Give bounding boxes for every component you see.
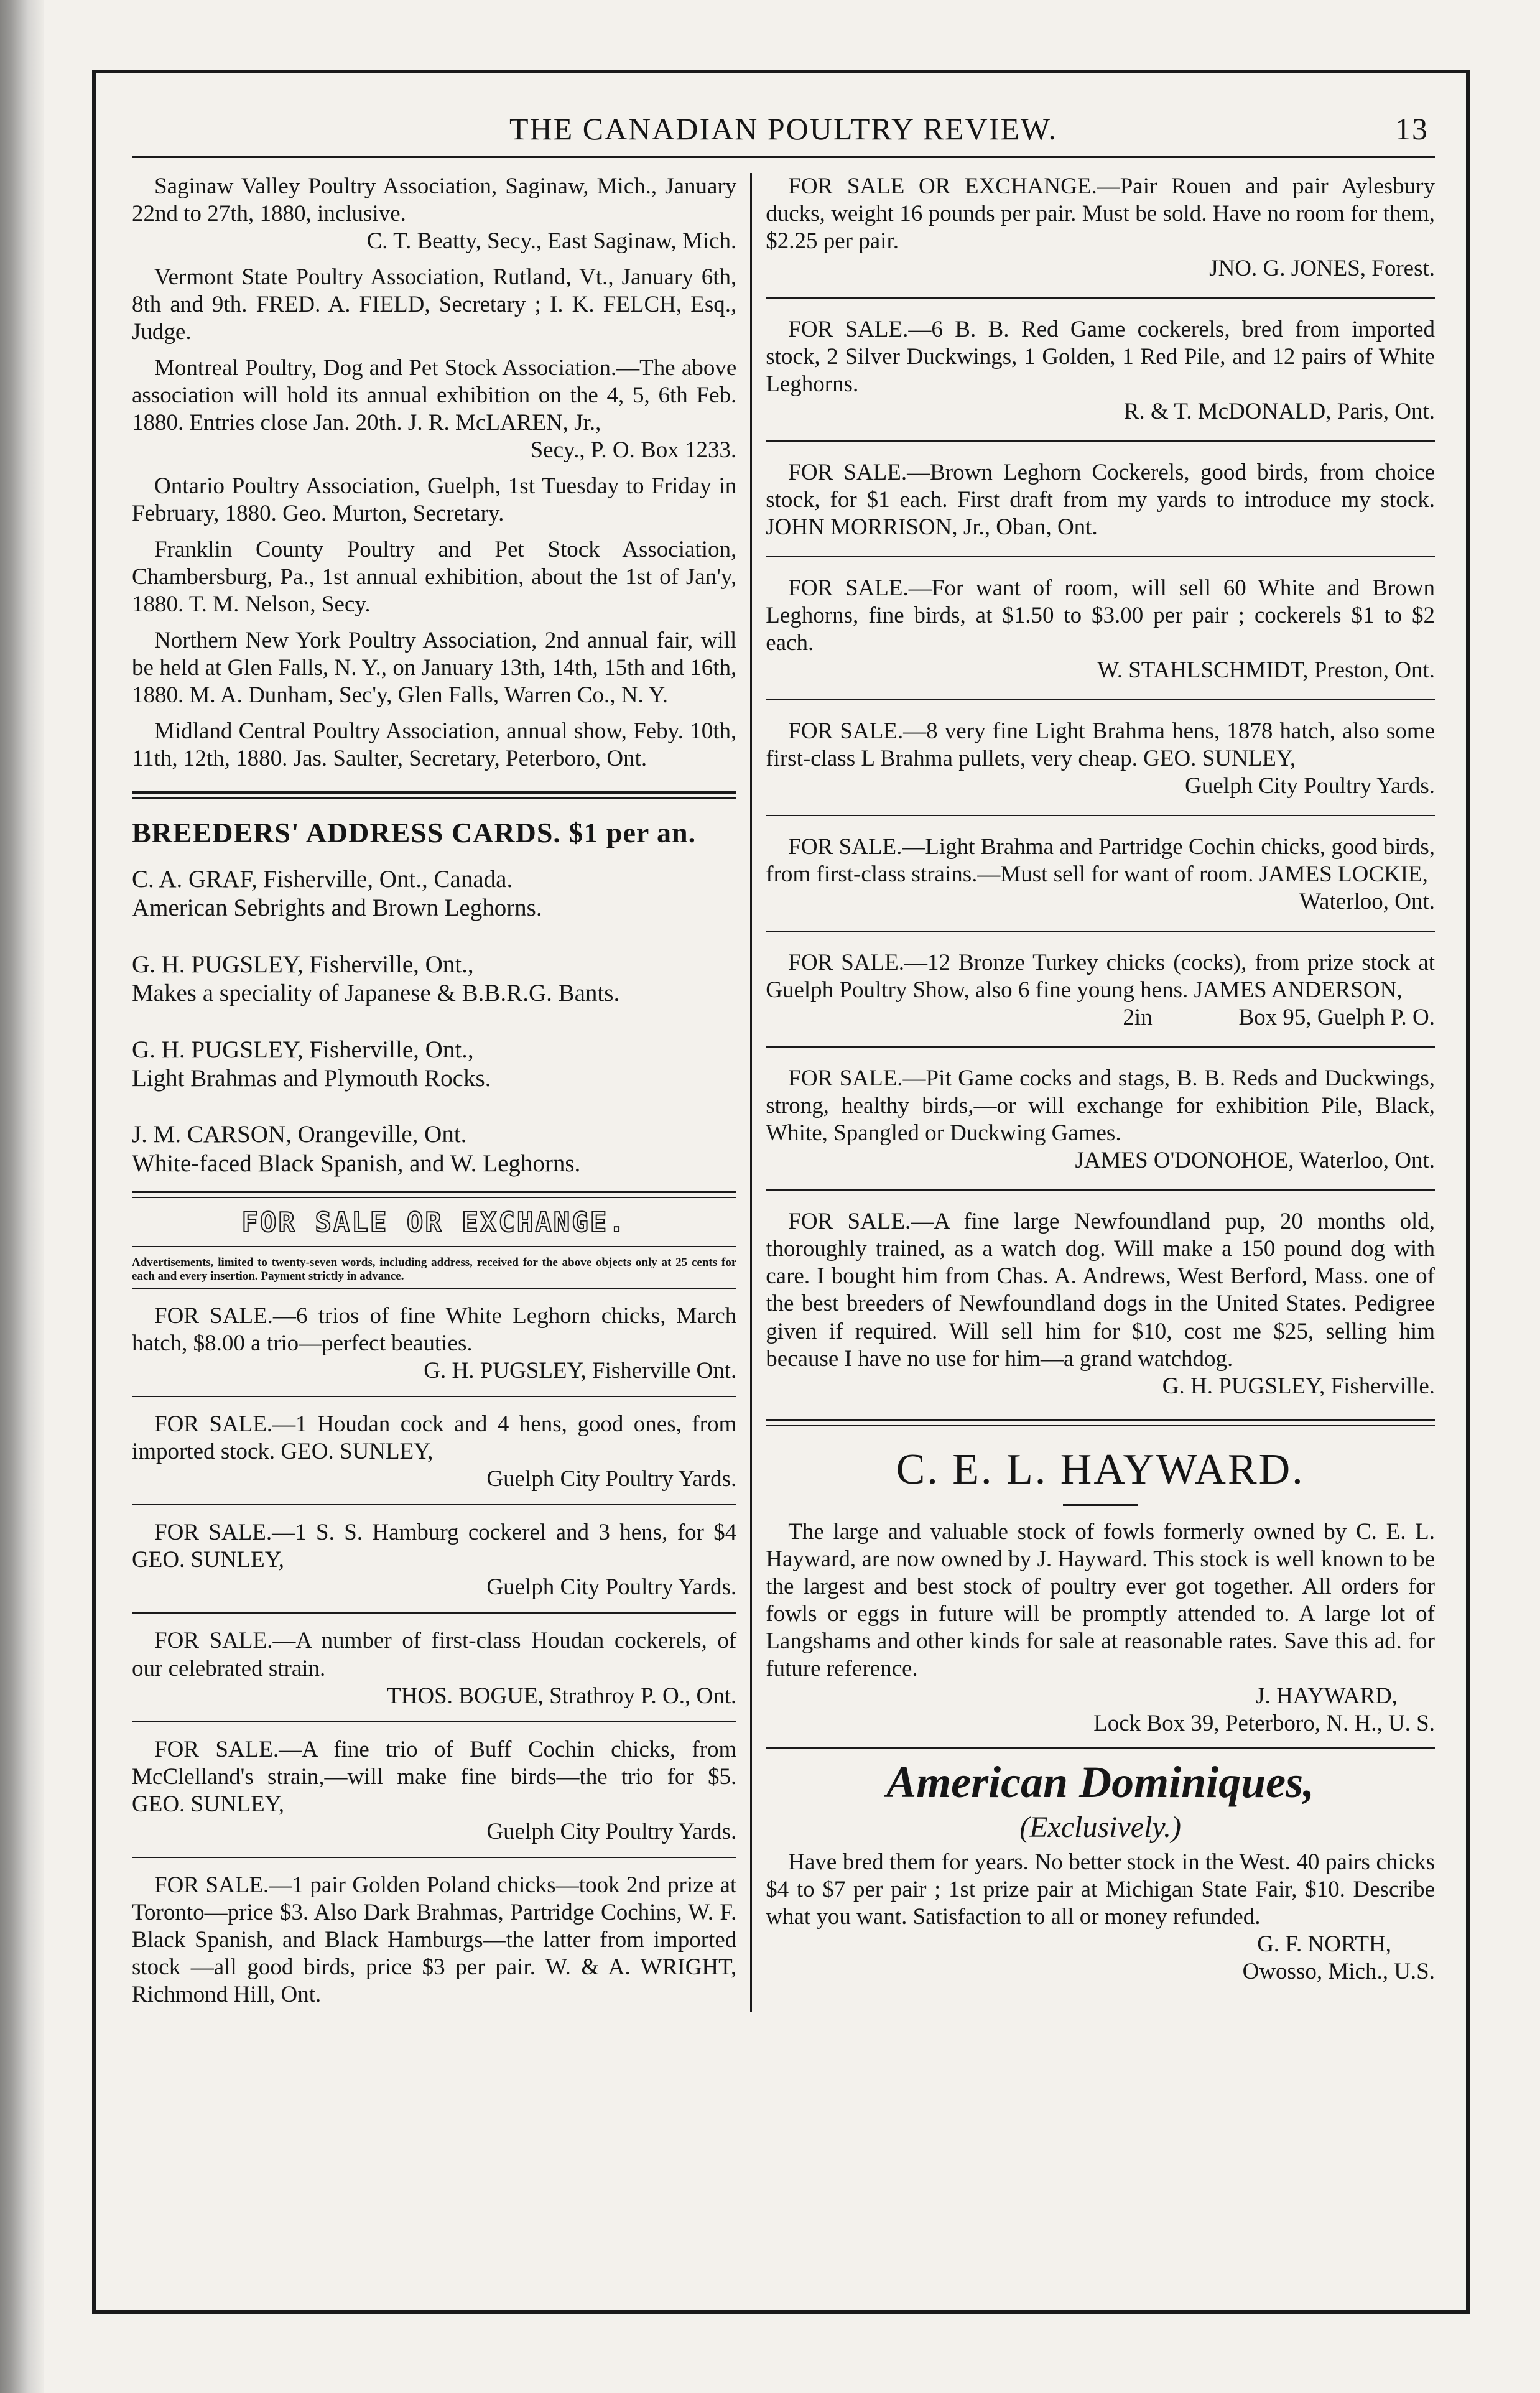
- ad-text: FOR SALE.—Pit Game cocks and stags, B. B. Reds and Duckwings, strong, healthy birds,—or will exchange for exhibition Pile, Black, White, Spangled or Duckwing Games.: [766, 1066, 1435, 1146]
- ad-text: FOR SALE OR EXCHANGE.—Pair Rouen and pair Aylesbury ducks, weight 16 pounds per pair. Must be sold. Have no room for them, $2.25 per pair.: [766, 174, 1435, 254]
- left-column: [132, 173, 752, 2012]
- ad-divider: [766, 556, 1435, 557]
- card-desc: Makes a speciality of Japanese & B.B.R.G. Bants.: [132, 980, 620, 1007]
- card-name: G. H. PUGSLEY, Fisherville, Ont.,: [132, 1036, 474, 1063]
- notice-franklin: Franklin County Poultry and Pet Stock Association, Chambersburg, Pa., 1st annual exhibition, about the 1st of Jan'y, 1880. T. M. Nelson, Secy.: [132, 537, 737, 618]
- ad-left-2: [132, 1411, 736, 1493]
- dominiques-text: Have bred them for years. No better stock in the West. 40 pairs chicks $4 to $7 per pair ; 1st prize pair at Michigan State Fair, $10. Describe what you want. Satisfaction to all or money refunded.: [766, 1849, 1435, 1930]
- page-binding-edge: [0, 0, 44, 2393]
- ad-right-1: [766, 173, 1435, 282]
- running-title: THE CANADIAN POULTRY REVIEW.: [509, 111, 1057, 146]
- ad-text: FOR SALE.—12 Bronze Turkey chicks (cocks), from prize stock at Guelph Poultry Show, also 6 fine young hens. JAMES ANDERSON,: [766, 950, 1435, 1003]
- section-rule: [132, 791, 736, 799]
- columns: [132, 173, 1435, 2012]
- dominiques-title: American Dominiques,: [886, 1757, 1315, 1807]
- ad-left-4: [132, 1627, 736, 1709]
- ad-divider: [766, 1046, 1435, 1048]
- dominiques-subtitle: (Exclusively.): [1019, 1810, 1182, 1844]
- ad-divider: [766, 1747, 1435, 1749]
- card-carson: [132, 1120, 736, 1178]
- ad-divider: [766, 699, 1435, 700]
- breeders-cards-heading: BREEDERS' ADDRESS CARDS. $1 per an.: [132, 817, 697, 849]
- ad-signature: JAMES O'DONOHOE, Waterloo, Ont.: [1075, 1148, 1435, 1174]
- exchange-terms-note: Advertisements, limited to twenty-seven words, including address, received for the above objects only at 25 cents for each and every insertion. Payment strictly in advance.: [132, 1255, 737, 1283]
- card-desc: American Sebrights and Brown Leghorns.: [132, 894, 542, 922]
- section-rule: [132, 1288, 736, 1289]
- ad-right-4: [766, 575, 1435, 684]
- page-frame: [92, 70, 1470, 2314]
- ad-signature: 2in Box 95, Guelph P. O.: [1123, 1005, 1435, 1031]
- ad-left-1: [132, 1303, 736, 1385]
- ad-text: FOR SALE.—Light Brahma and Partridge Cochin chicks, good birds, from first-class strains.—Must sell for want of room. JAMES LOCKIE,: [766, 834, 1435, 888]
- ad-signature: R. & T. McDONALD, Paris, Ont.: [1123, 399, 1435, 425]
- dominiques-advert: [766, 1756, 1435, 1986]
- header-rule: [132, 156, 1435, 158]
- notice-montreal: Montreal Poultry, Dog and Pet Stock Association.—The above association will hold its annual exhibition on the 4, 5, 6th Feb. 1880. Entries close Jan. 20th. J. R. McLAREN, Jr., Secy., P. O. Box 1233.: [132, 355, 737, 463]
- ad-right-9: [766, 1208, 1435, 1400]
- ad-signature: G. H. PUGSLEY, Fisherville.: [1162, 1373, 1435, 1399]
- right-column: [752, 173, 1435, 2012]
- card-desc: Light Brahmas and Plymouth Rocks.: [132, 1065, 491, 1092]
- ad-text: FOR SALE.—8 very fine Light Brahma hens, 1878 hatch, also some first-class L Brahma pullets, very cheap. GEO. SUNLEY,: [766, 718, 1435, 772]
- ad-text: FOR SALE.—1 S. S. Hamburg cockerel and 3 hens, for $4 GEO. SUNLEY,: [132, 1520, 737, 1573]
- page-number: 13: [1395, 111, 1429, 146]
- ad-right-5: [766, 718, 1435, 800]
- ad-text: FOR SALE.—For want of room, will sell 60 White and Brown Leghorns, fine birds, at $1.50 to $3.00 per pair ; cockerels $1 to $2 each.: [766, 575, 1435, 656]
- ad-signature: W. STAHLSCHMIDT, Preston, Ont.: [1097, 657, 1435, 684]
- ad-signature: JNO. G. JONES, Forest.: [1209, 256, 1435, 282]
- ad-divider: [132, 1857, 736, 1858]
- notice-vermont: Vermont State Poultry Association, Rutland, Vt., January 6th, 8th and 9th. FRED. A. FIELD, Secretary ; I. K. FELCH, Esq., Judge.: [132, 264, 737, 345]
- exchange-heading: FOR SALE OR EXCHANGE.: [241, 1207, 627, 1239]
- notice-northern-new-york: Northern New York Poultry Association, 2nd annual fair, will be held at Glen Falls, N. Y., on January 13th, 14th, 15th and 16th, 1880. M. A. Dunham, Sec'y, Glen Falls, Warren Co., N. Y.: [132, 628, 737, 709]
- ad-signature: Guelph City Poultry Yards.: [486, 1818, 737, 1844]
- ad-text: FOR SALE.—A fine large Newfoundland pup, 20 months old, thoroughly trained, as a watch dog. Will make a 150 pound dog with care. I bought him from Chas. A. Andrews, West Berford, Mass. one of the best breeders of Newfoundland dogs in the United States. Pedigree given if required. Will sell him for $10, cost me $25, selling him because I have no use for him—a grand watchdog.: [766, 1209, 1435, 1372]
- card-name: C. A. GRAF, Fisherville, Ont., Canada.: [132, 866, 513, 893]
- association-notices: [132, 173, 736, 773]
- ad-right-7: [766, 949, 1435, 1031]
- hayward-sig-address: Lock Box 39, Peterboro, N. H., U. S.: [1093, 1710, 1435, 1736]
- ad-right-2: [766, 316, 1435, 425]
- ad-divider: [766, 440, 1435, 442]
- ad-divider: [132, 1721, 736, 1722]
- ad-text: FOR SALE.—6 trios of fine White Leghorn chicks, March hatch, $8.00 a trio—perfect beauties.: [132, 1303, 737, 1357]
- ad-text: FOR SALE.—6 B. B. Red Game cockerels, bred from imported stock, 2 Silver Duckwings, 1 Golden, 1 Red Pile, and 12 pairs of White Leghorns.: [766, 317, 1435, 397]
- ad-divider: [132, 1504, 736, 1505]
- title-underline: [1063, 1504, 1138, 1506]
- ad-text: FOR SALE.—A number of first-class Houdan cockerels, of our celebrated strain.: [132, 1628, 737, 1681]
- notice-saginaw: Saginaw Valley Poultry Association, Saginaw, Mich., January 22nd to 27th, 1880, inclusive. C. T. Beatty, Secy., East Saginaw, Mich.: [132, 174, 737, 254]
- ad-left-6: [132, 1872, 736, 2009]
- hayward-text: The large and valuable stock of fowls formerly owned by C. E. L. Hayward, are now owned by J. Hayward. This stock is well known to be the largest and best stock of poultry ever got together. All orders for fowls or eggs in future will be promptly attended to. A large lot of Langshams and other kinds for sale at reasonable rates. Save this ad. for future reference.: [766, 1518, 1435, 1681]
- ad-right-6: [766, 834, 1435, 916]
- ad-signature: Waterloo, Ont.: [1299, 889, 1435, 915]
- card-pugsley-bantams: [132, 950, 736, 1008]
- hayward-advert: [766, 1444, 1435, 1737]
- hayward-title: C. E. L. HAYWARD.: [896, 1445, 1305, 1494]
- ad-signature: Guelph City Poultry Yards.: [486, 1466, 737, 1492]
- ad-divider: [766, 1189, 1435, 1191]
- page-header: [132, 101, 1435, 156]
- ad-signature: Guelph City Poultry Yards.: [486, 1574, 737, 1601]
- hayward-sig-name: J. HAYWARD,: [1256, 1683, 1398, 1709]
- ad-text: FOR SALE.—Brown Leghorn Cockerels, good birds, from choice stock, for $1 each. First draft from my yards to introduce my stock. JOHN MORRISON, Jr., Oban, Ont.: [766, 460, 1435, 541]
- ad-left-3: [132, 1519, 736, 1601]
- card-graf: [132, 865, 736, 923]
- section-rule: [132, 1191, 736, 1198]
- ad-text: FOR SALE.—1 pair Golden Poland chicks—took 2nd prize at Toronto—price $3. Also Dark Brahmas, Partridge Cochins, W. F. Black Spanish, and Black Hamburgs—the latter from imported stock —all good birds, price $3 per pair. W. & A. WRIGHT, Richmond Hill, Ont.: [132, 1872, 737, 2007]
- ad-signature: THOS. BOGUE, Strathroy P. O., Ont.: [387, 1683, 737, 1709]
- ad-right-3: [766, 459, 1435, 541]
- notice-ontario: Ontario Poultry Association, Guelph, 1st Tuesday to Friday in February, 1880. Geo. Murton, Secretary.: [132, 473, 737, 527]
- card-name: G. H. PUGSLEY, Fisherville, Ont.,: [132, 950, 474, 978]
- ad-text: FOR SALE.—1 Houdan cock and 4 hens, good ones, from imported stock. GEO. SUNLEY,: [132, 1411, 737, 1465]
- ad-divider: [132, 1612, 736, 1614]
- dominiques-sig-name: G. F. NORTH,: [1257, 1931, 1391, 1957]
- notice-midland: Midland Central Poultry Association, annual show, Feby. 10th, 11th, 12th, 1880. Jas. Saulter, Secretary, Peterboro, Ont.: [132, 718, 737, 772]
- dominiques-sig-address: Owosso, Mich., U.S.: [1242, 1958, 1435, 1984]
- card-desc: White-faced Black Spanish, and W. Leghorns.: [132, 1150, 581, 1177]
- ad-text: FOR SALE.—A fine trio of Buff Cochin chicks, from McClelland's strain,—will make fine birds—the trio for $5. GEO. SUNLEY,: [132, 1736, 737, 1817]
- ad-signature: G. H. PUGSLEY, Fisherville Ont.: [424, 1358, 737, 1384]
- card-pugsley-brahmas: [132, 1036, 736, 1094]
- ad-divider: [766, 931, 1435, 932]
- section-rule: [132, 1246, 736, 1247]
- ad-signature: Guelph City Poultry Yards.: [1185, 773, 1435, 799]
- ad-divider: [132, 1396, 736, 1397]
- section-rule: [766, 1419, 1435, 1426]
- card-name: J. M. CARSON, Orangeville, Ont.: [132, 1121, 467, 1148]
- ad-right-8: [766, 1065, 1435, 1174]
- ad-divider: [766, 815, 1435, 816]
- ad-left-5: [132, 1736, 736, 1846]
- ad-divider: [766, 297, 1435, 299]
